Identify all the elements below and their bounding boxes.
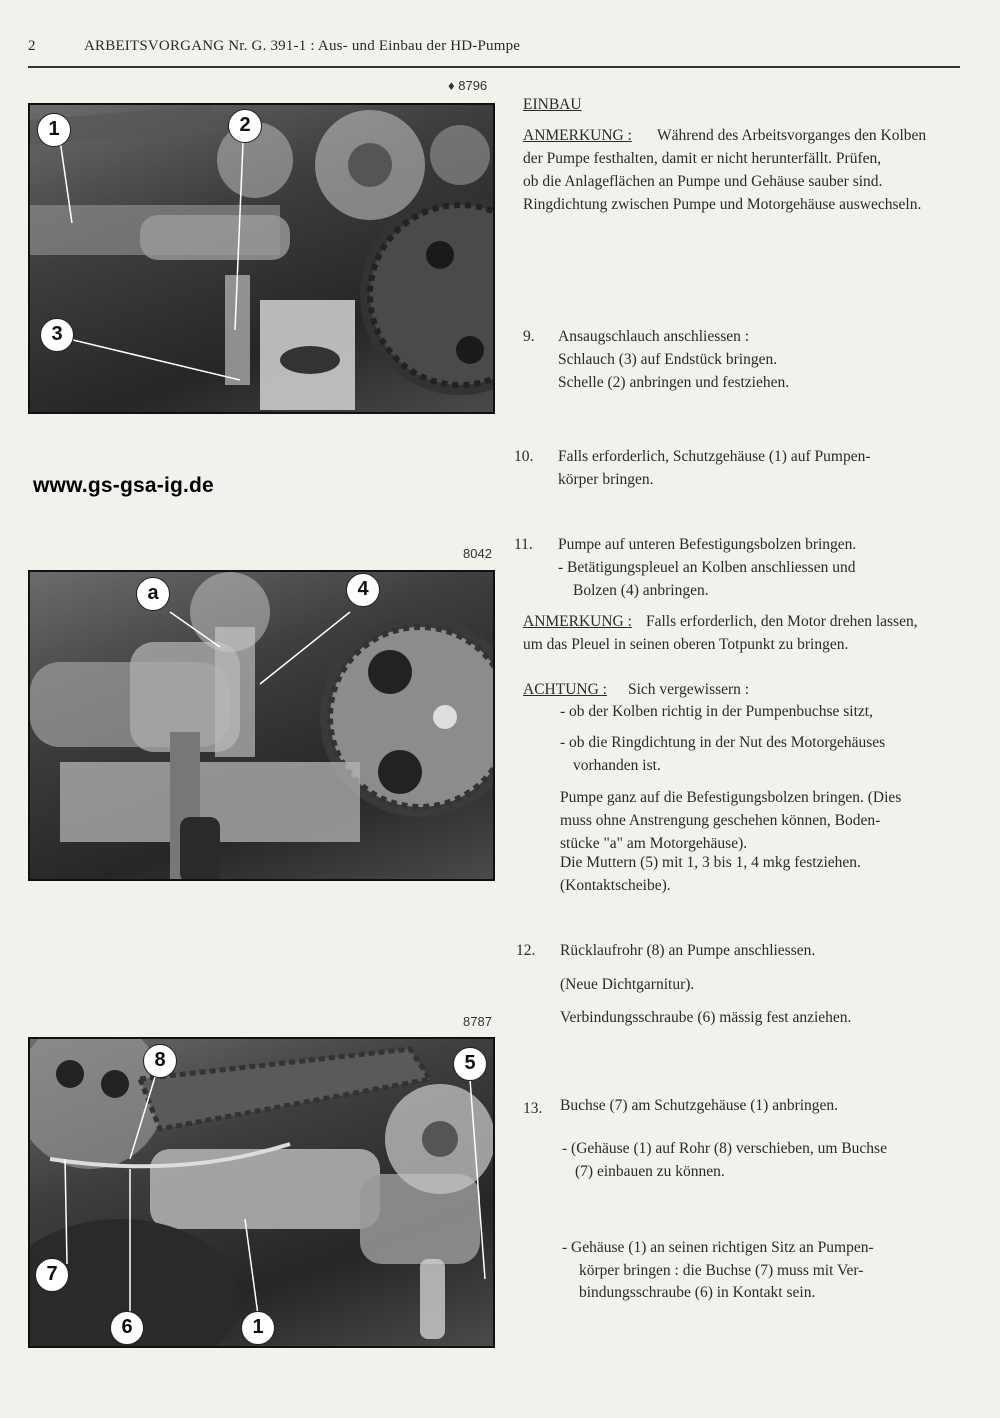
page-number: 2 bbox=[28, 38, 36, 54]
anmerkung-2-line-2: um das Pleuel in seinen oberen Totpunkt zu bringen. bbox=[523, 636, 849, 653]
achtung-line-6: muss ohne Anstrengung geschehen können, Boden- bbox=[560, 812, 881, 829]
achtung-label: ACHTUNG : bbox=[523, 681, 607, 698]
callout-1-lower: 1 bbox=[241, 1311, 275, 1345]
step-11-line-2: - Betätigungspleuel an Kolben anschliessen und bbox=[558, 559, 856, 576]
anmerkung-2-label: ANMERKUNG : bbox=[523, 613, 632, 630]
achtung-line-8: Die Muttern (5) mit 1, 3 bis 1, 4 mkg festziehen. bbox=[560, 854, 861, 871]
step-13-line-6: bindungsschraube (6) in Kontakt sein. bbox=[579, 1284, 816, 1301]
figure-1-ref: ♦ 8796 bbox=[448, 78, 488, 93]
achtung-line-9: (Kontaktscheibe). bbox=[560, 877, 671, 894]
step-13-line-1: Buchse (7) am Schutzgehäuse (1) anbringen. bbox=[560, 1097, 839, 1114]
callout-1: 1 bbox=[37, 113, 71, 147]
anmerkung-1-line-3: ob die Anlageflächen an Pumpe und Gehäuse sauber sind. bbox=[523, 173, 883, 190]
achtung-line-3: - ob die Ringdichtung in der Nut des Motorgehäuses bbox=[560, 734, 886, 751]
step-11-number: 11. bbox=[514, 536, 533, 553]
step-13-line-5: körper bringen : die Buchse (7) muss mit Ver- bbox=[579, 1262, 864, 1279]
step-11-line-3: Bolzen (4) anbringen. bbox=[573, 582, 709, 599]
callout-7: 7 bbox=[35, 1258, 69, 1292]
step-13-line-2: - (Gehäuse (1) auf Rohr (8) verschieben, um Buchse bbox=[562, 1140, 887, 1157]
callout-a: a bbox=[136, 577, 170, 611]
achtung-line-5: Pumpe ganz auf die Befestigungsbolzen bringen. (Dies bbox=[560, 789, 902, 806]
callout-3: 3 bbox=[40, 318, 74, 352]
step-12-number: 12. bbox=[516, 942, 536, 959]
figure-1-engine-sketch bbox=[30, 105, 495, 414]
step-11-line-1: Pumpe auf unteren Befestigungsbolzen bringen. bbox=[558, 536, 857, 553]
header-rule bbox=[28, 66, 960, 68]
anmerkung-1-line-4: Ringdichtung zwischen Pumpe und Motorgehäuse auswechseln. bbox=[523, 196, 922, 213]
step-12-line-2: (Neue Dichtgarnitur). bbox=[560, 976, 695, 993]
step-10-line-2: körper bringen. bbox=[558, 471, 654, 488]
page-title: ARBEITSVORGANG Nr. G. 391-1 : Aus- und Einbau der HD-Pumpe bbox=[84, 38, 521, 54]
step-9-line-2: Schlauch (3) auf Endstück bringen. bbox=[558, 351, 778, 368]
callout-8: 8 bbox=[143, 1044, 177, 1078]
step-12-line-1: Rücklaufrohr (8) an Pumpe anschliessen. bbox=[560, 942, 816, 959]
step-13-line-4: - Gehäuse (1) an seinen richtigen Sitz an Pumpen- bbox=[562, 1239, 874, 1256]
website-watermark: www.gs-gsa-ig.de bbox=[33, 474, 214, 497]
step-10-number: 10. bbox=[514, 448, 534, 465]
anmerkung-1-label: ANMERKUNG : bbox=[523, 127, 632, 144]
step-9-line-1: Ansaugschlauch anschliessen : bbox=[558, 328, 750, 345]
achtung-line-2: - ob der Kolben richtig in der Pumpenbuchse sitzt, bbox=[560, 703, 873, 720]
figure-3-photo bbox=[28, 1037, 495, 1348]
step-13-number: 13. bbox=[523, 1100, 543, 1117]
figure-2-ref: 8042 bbox=[463, 546, 492, 561]
figure-2-photo bbox=[28, 570, 495, 881]
anmerkung-1-line-1: Während des Arbeitsvorganges den Kolben bbox=[657, 127, 927, 144]
step-9-number: 9. bbox=[523, 328, 535, 345]
achtung-line-4: vorhanden ist. bbox=[573, 757, 661, 774]
figure-2-engine-sketch bbox=[30, 572, 495, 881]
figure-3-engine-sketch bbox=[30, 1039, 495, 1348]
step-9-line-3: Schelle (2) anbringen und festziehen. bbox=[558, 374, 790, 391]
anmerkung-1-line-2: der Pumpe festhalten, damit er nicht herunterfällt. Prüfen, bbox=[523, 150, 882, 167]
achtung-line-1: Sich vergewissern : bbox=[628, 681, 750, 698]
callout-2: 2 bbox=[228, 109, 262, 143]
callout-6: 6 bbox=[110, 1311, 144, 1345]
step-10-line-1: Falls erforderlich, Schutzgehäuse (1) auf Pumpen- bbox=[558, 448, 871, 465]
anmerkung-2-line-1: Falls erforderlich, den Motor drehen lassen, bbox=[646, 613, 918, 630]
achtung-line-7: stücke "a" am Motorgehäuse). bbox=[560, 835, 748, 852]
callout-5: 5 bbox=[453, 1047, 487, 1081]
step-12-line-3: Verbindungsschraube (6) mässig fest anziehen. bbox=[560, 1009, 852, 1026]
figure-3-ref: 8787 bbox=[463, 1014, 492, 1029]
figure-1-photo bbox=[28, 103, 495, 414]
step-13-line-3: (7) einbauen zu können. bbox=[575, 1163, 725, 1180]
einbau-heading: EINBAU bbox=[523, 96, 582, 113]
callout-4: 4 bbox=[346, 573, 380, 607]
